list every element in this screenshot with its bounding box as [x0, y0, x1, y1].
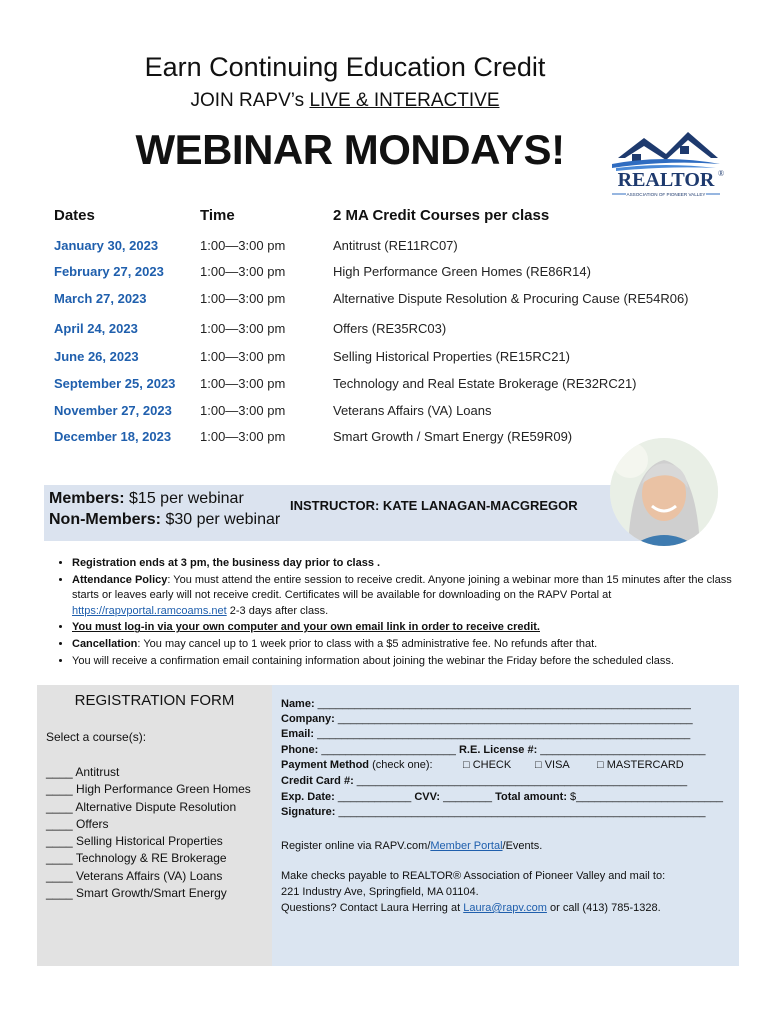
online-registration-note: [281, 838, 542, 854]
row-time: 1:00—3:00 pm: [200, 403, 286, 418]
row-time: 1:00—3:00 pm: [200, 376, 286, 391]
mailing-address: 221 Industry Ave, Springfield, MA 01104.: [281, 886, 479, 898]
company-label: Company:: [281, 713, 335, 725]
nonmembers-value: $30 per webinar: [161, 511, 281, 528]
payment-label: Payment Method: [281, 759, 370, 771]
list-item: [72, 620, 746, 636]
row-date: January 30, 2023: [54, 238, 159, 253]
row-course: Antitrust (RE11RC07): [333, 238, 458, 253]
list-item: [72, 556, 746, 572]
house-roofs-icon: [608, 124, 724, 200]
course-checklist: [46, 764, 251, 902]
payment-method-row: [281, 759, 433, 771]
cancellation-text: : You may cancel up to 1 week prior to class with a $5 administrative fee. No refunds after that.: [137, 637, 598, 650]
signature-line[interactable]: ____________________________________________________________: [335, 806, 706, 818]
row-date: March 27, 2023: [54, 291, 147, 306]
table-row: [0, 238, 770, 260]
payment-hint: (check one):: [369, 759, 433, 771]
table-row: [0, 376, 770, 398]
row-date: February 27, 2023: [54, 264, 164, 279]
total-line[interactable]: $________________________: [566, 791, 723, 803]
attendance-text-end: 2-3 days after class.: [226, 604, 329, 617]
row-course: Technology and Real Estate Brokerage (RE32RC21): [333, 376, 637, 391]
row-date: November 27, 2023: [54, 403, 172, 418]
questions-suffix: or call (413) 785-1328.: [546, 902, 661, 914]
login-notice: You must log-in via your own computer and your own email link in order to receive credit.: [72, 621, 540, 634]
row-date: June 26, 2023: [54, 349, 139, 364]
card-label: Credit Card #:: [281, 775, 354, 787]
email-label: Email:: [281, 728, 315, 740]
row-course: Alternative Dispute Resolution & Procuring Cause (RE54R06): [333, 291, 689, 306]
signature-field[interactable]: [281, 806, 706, 818]
company-line[interactable]: __________________________________________________________: [334, 713, 693, 725]
exp-line[interactable]: ____________: [334, 791, 415, 803]
portrait-image: [610, 438, 718, 546]
exp-label: Exp. Date:: [281, 791, 335, 803]
list-item: [72, 637, 746, 653]
course-option-green-homes[interactable]: ____ High Performance Green Homes: [46, 782, 251, 797]
mastercard-option[interactable]: □ MASTERCARD: [597, 759, 684, 771]
cvv-line[interactable]: ________: [440, 791, 496, 803]
cvv-label: CVV:: [414, 791, 441, 803]
header-time: Time: [200, 207, 235, 224]
instructor-name: INSTRUCTOR: KATE LANAGAN-MACGREGOR: [290, 498, 578, 513]
email-link[interactable]: Laura@rapv.com: [463, 902, 547, 914]
questions-prefix: Questions? Contact Laura Herring at: [281, 902, 464, 914]
row-time: 1:00—3:00 pm: [200, 349, 286, 364]
online-suffix: /Events.: [502, 840, 543, 852]
phone-line[interactable]: ______________________: [318, 744, 459, 756]
name-line[interactable]: _____________________________________________________________: [314, 698, 691, 710]
signature-label: Signature:: [281, 806, 336, 818]
cancellation-label: Cancellation: [72, 637, 138, 650]
course-option-historical-properties[interactable]: ____ Selling Historical Properties: [46, 834, 223, 849]
course-option-dispute-resolution[interactable]: ____ Alternative Dispute Resolution: [46, 799, 237, 814]
realtor-logo: [608, 124, 724, 200]
subtitle: [0, 90, 690, 112]
members-price: [49, 488, 280, 509]
row-date: December 18, 2023: [54, 429, 172, 444]
email-line[interactable]: _____________________________________________________________: [314, 728, 691, 740]
phone-license-row: [281, 744, 705, 756]
checks-payable-note: Make checks payable to REALTOR® Association of Pioneer Valley and mail to:: [281, 870, 666, 882]
policy-bullets: [46, 556, 746, 670]
members-value: $15 per webinar: [124, 490, 244, 507]
list-item: [72, 654, 746, 670]
header-courses: 2 MA Credit Courses per class: [333, 207, 550, 224]
list-item: [72, 573, 746, 620]
pricing-text: [49, 488, 280, 530]
header-dates: Dates: [54, 207, 95, 224]
row-time: 1:00—3:00 pm: [200, 321, 286, 336]
confirmation-text: You will receive a confirmation email containing information about joining the webinar the Friday before the scheduled class.: [72, 654, 674, 667]
select-course-label: Select a course(s):: [46, 730, 147, 744]
logo-registered-mark: ®: [718, 169, 724, 178]
phone-label: Phone:: [281, 744, 319, 756]
course-option-technology[interactable]: ____ Technology & RE Brokerage: [46, 851, 227, 866]
course-option-va-loans[interactable]: ____ Veterans Affairs (VA) Loans: [46, 868, 223, 883]
row-course: Veterans Affairs (VA) Loans: [333, 403, 492, 418]
row-time: 1:00—3:00 pm: [200, 291, 286, 306]
course-option-smart-growth[interactable]: ____ Smart Growth/Smart Energy: [46, 886, 227, 901]
exp-cvv-total-row: [281, 791, 723, 803]
visa-option[interactable]: □ VISA: [535, 759, 570, 771]
row-course: High Performance Green Homes (RE86R14): [333, 264, 591, 279]
portal-link[interactable]: https://rapvportal.ramcoams.net: [72, 604, 227, 617]
page-title: Earn Continuing Education Credit: [144, 52, 546, 82]
check-option[interactable]: □ CHECK: [463, 759, 512, 771]
card-line[interactable]: ______________________________________________________: [353, 775, 688, 787]
registration-form-title: REGISTRATION FORM: [74, 692, 235, 709]
company-field[interactable]: [281, 713, 693, 725]
email-field[interactable]: [281, 728, 690, 740]
table-row: [0, 321, 770, 343]
nonmembers-price: [49, 509, 280, 530]
row-course: Selling Historical Properties (RE15RC21): [333, 349, 570, 364]
table-row: [0, 264, 770, 286]
member-portal-link[interactable]: Member Portal: [430, 840, 503, 852]
logo-wordmark: REALTOR: [617, 169, 715, 191]
nonmembers-label: Non-Members:: [49, 511, 162, 528]
license-label: R.E. License #:: [458, 744, 538, 756]
questions-contact: [281, 900, 661, 916]
license-line[interactable]: ___________________________: [537, 744, 706, 756]
row-course: Offers (RE35RC03): [333, 321, 447, 336]
members-label: Members:: [49, 490, 125, 507]
course-option-offers[interactable]: ____ Offers: [46, 816, 109, 831]
table-row: [0, 291, 770, 313]
subtitle-prefix: JOIN RAPV’s: [190, 90, 310, 111]
registration-deadline: Registration ends at 3 pm, the business day prior to class .: [72, 557, 381, 569]
credit-card-field[interactable]: [281, 775, 687, 787]
table-row: [0, 349, 770, 371]
online-prefix: Register online via RAPV.com/: [281, 840, 431, 852]
total-label: Total amount:: [495, 791, 567, 803]
name-label: Name:: [281, 698, 315, 710]
row-course: Smart Growth / Smart Energy (RE59R09): [333, 429, 573, 444]
logo-subtext: ASSOCIATION OF PIONEER VALLEY: [626, 192, 706, 197]
subtitle-underlined: LIVE & INTERACTIVE: [309, 90, 500, 111]
attendance-label: Attendance Policy: [72, 573, 168, 586]
headline: WEBINAR MONDAYS!: [135, 126, 565, 173]
row-date: September 25, 2023: [54, 376, 176, 391]
name-field[interactable]: [281, 698, 691, 710]
row-time: 1:00—3:00 pm: [200, 429, 286, 444]
attendance-text: : You must attend the entire session to receive credit. Anyone joining a webinar more than 15 minutes after the class starts or leaves early will not receive credit. Certificates will be available for downloading on the RAPV Portal at: [72, 573, 732, 602]
table-row: [0, 403, 770, 425]
instructor-photo: [610, 438, 718, 546]
row-time: 1:00—3:00 pm: [200, 238, 286, 253]
course-option-antitrust[interactable]: ____ Antitrust: [46, 765, 120, 779]
row-time: 1:00—3:00 pm: [200, 264, 286, 279]
row-date: April 24, 2023: [54, 321, 138, 336]
